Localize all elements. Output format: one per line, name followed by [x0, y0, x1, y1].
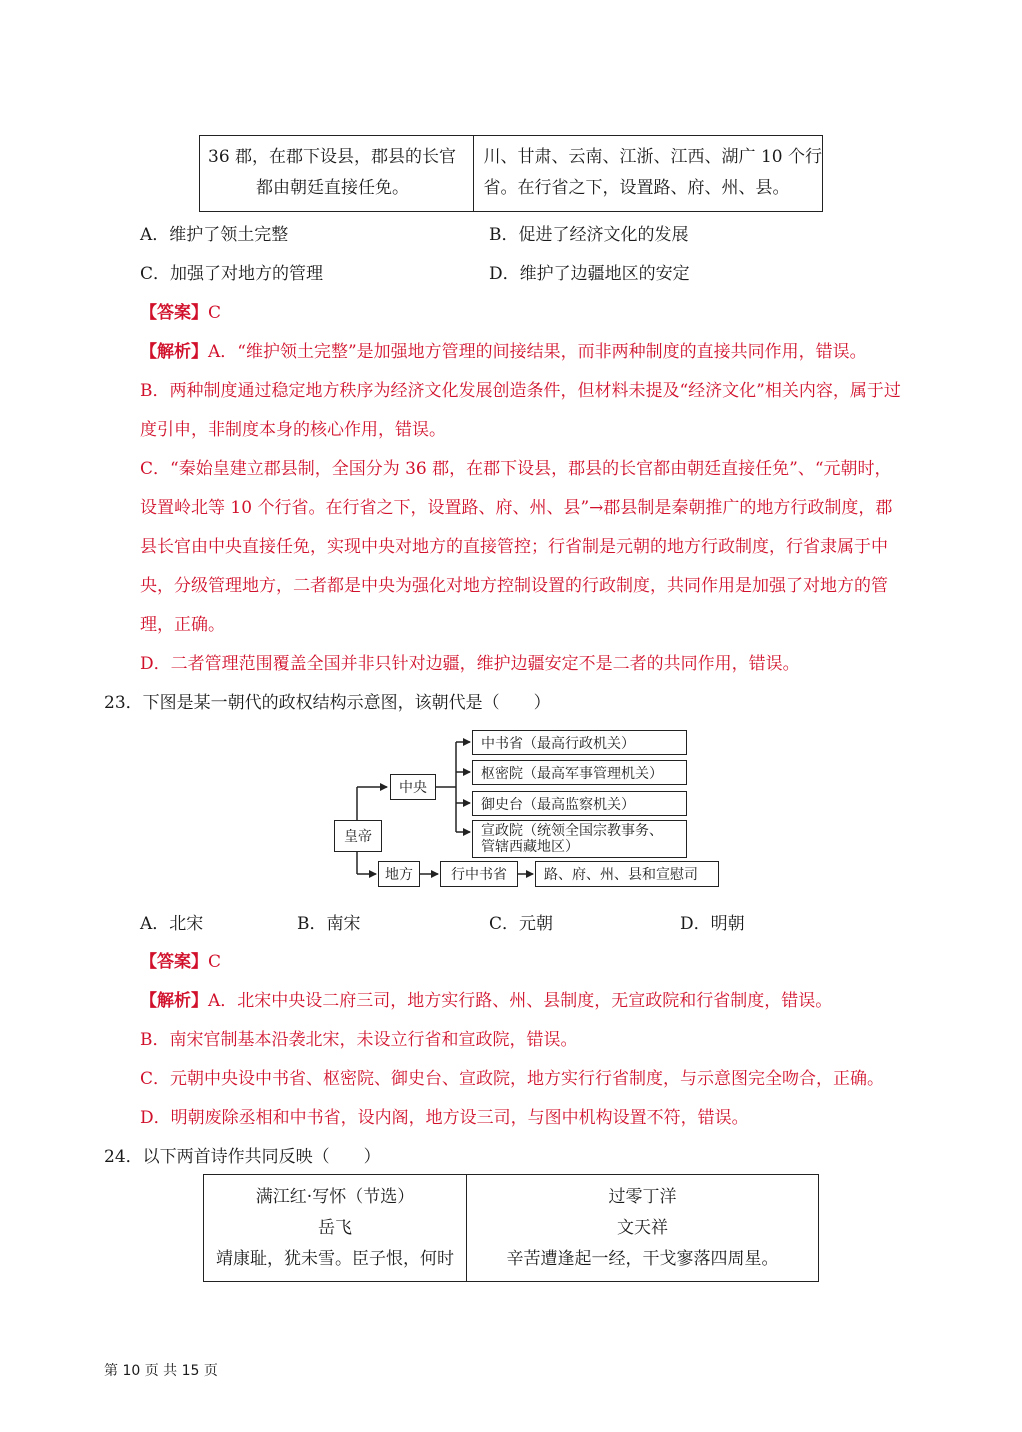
q22-option-d[interactable]: D．维护了边疆地区的安定 — [489, 264, 690, 284]
q22-analysis-line: 设置岭北等 10 个行省。在行省之下，设置路、府、州、县”→郡县制是秦朝推广的地方行政制度，郡 — [140, 498, 893, 518]
q22-analysis-line: 度引申，非制度本身的核心作用，错误。 — [140, 420, 446, 440]
node-shumiyuan: 枢密院（最高军事管理机关） — [472, 760, 687, 785]
answer-label: 【答案】 — [140, 303, 208, 323]
node-lower-admin: 路、府、州、县和宣慰司 — [535, 861, 719, 887]
analysis-label: 【解析】 — [140, 342, 208, 362]
material-line: 36 郡，在郡下设县，郡县的长官 — [208, 147, 457, 167]
node-local: 地方 — [378, 861, 420, 887]
q22-option-c[interactable]: C．加强了对地方的管理 — [140, 264, 324, 284]
analysis-label: 【解析】 — [140, 991, 208, 1011]
poem-line: 辛苦遭逢起一经，干戈寥落四周星。 — [506, 1249, 779, 1269]
material-line: 省。在行省之下，设置路、府、州、县。 — [483, 178, 790, 198]
q22-analysis-line: 【解析】A．“维护领土完整”是加强地方管理的间接结果，而非两种制度的直接共同作用，错误。 — [140, 342, 867, 362]
poem-title: 过零丁洋 — [608, 1187, 677, 1207]
xuanzhengyuan-line: 宣政院（统领全国宗教事务、 — [481, 823, 663, 839]
poem-line: 靖康耻，犹未雪。臣子恨，何时 — [216, 1249, 454, 1269]
poem-title: 满江红·写怀（节选） — [255, 1187, 415, 1207]
material-line: 都由朝廷直接任免。 — [256, 178, 409, 198]
q22-option-a[interactable]: A．维护了领土完整 — [140, 225, 289, 245]
poem-author: 岳飞 — [318, 1218, 352, 1238]
q22-analysis-line: C．“秦始皇建立郡县制，全国分为 36 郡，在郡下设县，郡县的长官都由朝廷直接任免”、“元朝时， — [140, 459, 892, 479]
q24-stem: 24．以下两首诗作共同反映（ ） — [104, 1147, 381, 1167]
answer-label: 【答案】 — [140, 952, 208, 972]
q22-analysis-line: D．二者管理范围覆盖全国并非只针对边疆，维护边疆安定不是二者的共同作用，错误。 — [140, 654, 800, 674]
q23-option-c[interactable]: C．元朝 — [489, 914, 554, 934]
poem-author: 文天祥 — [617, 1218, 668, 1238]
q22-analysis-line: 央，分级管理地方，二者都是中央为强化对地方控制设置的行政制度，共同作用是加强了对地方的管 — [140, 576, 888, 596]
q22-option-b[interactable]: B．促进了经济文化的发展 — [489, 225, 689, 245]
q23-option-d[interactable]: D．明朝 — [680, 914, 745, 934]
material-line: 川、甘肃、云南、江浙、江西、湖广 10 个行 — [483, 147, 822, 167]
q22-analysis-line: B．两种制度通过稳定地方秩序为经济文化发展创造条件，但材料未提及“经济文化”相关内容，属于过 — [140, 381, 901, 401]
q23-analysis-line: 【解析】A．北宋中央设二府三司，地方实行路、州、县制度，无宣政院和行省制度，错误。 — [140, 991, 833, 1011]
q23-stem: 23．下图是某一朝代的政权结构示意图，该朝代是（ ） — [104, 693, 551, 713]
answer-value: C — [208, 952, 222, 972]
q23-option-a[interactable]: A．北宋 — [140, 914, 204, 934]
node-central: 中央 — [390, 774, 436, 800]
node-zhongshusheng: 中书省（最高行政机关） — [472, 730, 687, 755]
node-xuanzhengyuan — [472, 820, 687, 858]
node-emperor: 皇帝 — [334, 820, 382, 852]
node-province: 行中书省 — [440, 861, 518, 887]
q23-analysis-line: D．明朝废除丞相和中书省，设内阁，地方设三司，与图中机构设置不符，错误。 — [140, 1108, 749, 1128]
q23-analysis-line: C．元朝中央设中书省、枢密院、御史台、宣政院，地方实行行省制度，与示意图完全吻合，正确。 — [140, 1069, 885, 1089]
xuanzhengyuan-line: 管辖西藏地区） — [481, 839, 579, 855]
poem-cell-wentianxiang — [467, 1175, 819, 1282]
poem-cell-yuefei — [204, 1175, 467, 1282]
poem-table — [203, 1174, 819, 1282]
answer-value: C — [208, 303, 222, 323]
q22-analysis-line: 理，正确。 — [140, 615, 225, 635]
node-yushitai: 御史台（最高监察机关） — [472, 791, 687, 816]
q22-analysis-line: 县长官由中央直接任免，实现中央对地方的直接管控；行省制是元朝的地方行政制度，行省隶属于中 — [140, 537, 888, 557]
page-footer: 第 10 页 共 15 页 — [104, 1363, 218, 1379]
q23-option-b[interactable]: B．南宋 — [297, 914, 361, 934]
q23-analysis-line: B．南宋官制基本沿袭北宋，未设立行省和宣政院，错误。 — [140, 1030, 578, 1050]
q23-answer — [140, 947, 221, 972]
